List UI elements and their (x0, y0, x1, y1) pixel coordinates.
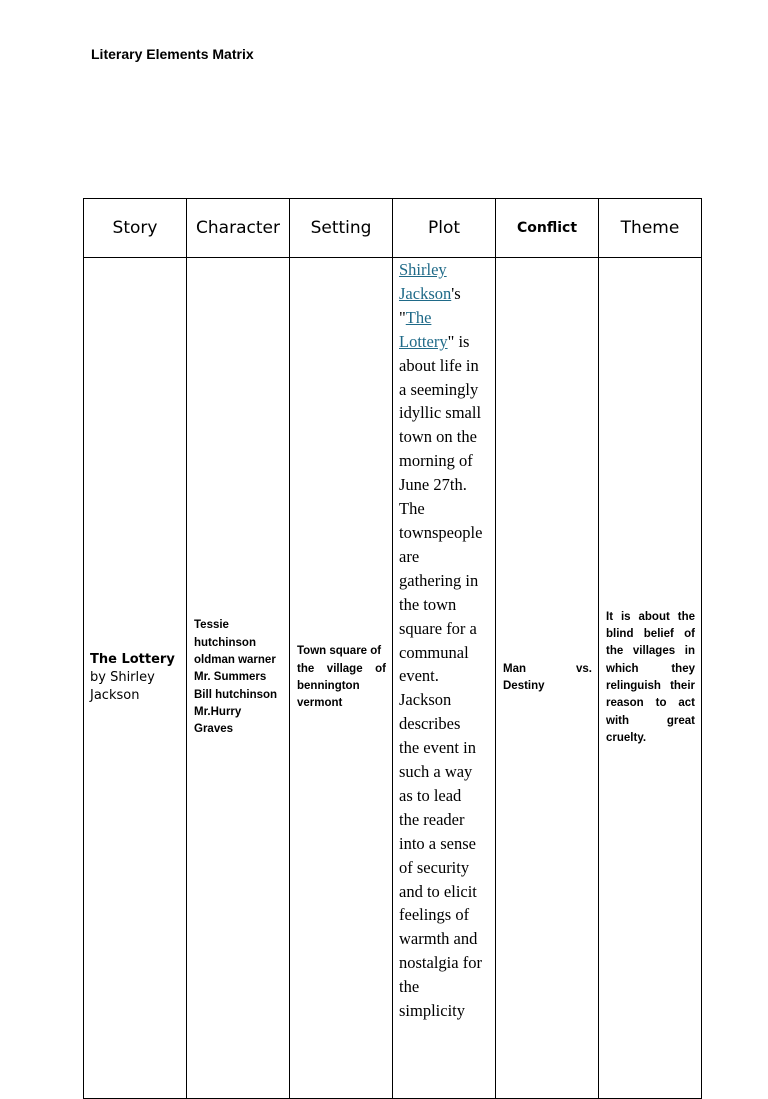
setting-line: bennington (297, 680, 360, 692)
plot-line: square for a (399, 618, 477, 638)
header-conflict: Conflict (496, 199, 599, 258)
plot-line: the reader (399, 809, 465, 829)
conflict-right: vs. (576, 662, 592, 675)
character-line: oldman warner (194, 654, 276, 667)
setting-line: the village of (297, 662, 386, 675)
character-line: Mr. Summers (194, 671, 267, 684)
setting-line: Town square of (297, 645, 382, 658)
conflict-cell (496, 258, 599, 1099)
plot-cell (393, 258, 496, 1099)
theme-cell (599, 258, 702, 1099)
plot-line: June 27th. (399, 475, 467, 495)
plot-line: event. (399, 666, 439, 686)
plot-line: such a way (399, 762, 473, 782)
theme-line: the villages in (606, 645, 695, 658)
header-setting: Setting (290, 199, 393, 258)
plot-line: idyllic small (399, 403, 482, 423)
character-line: hutchinson (194, 636, 256, 649)
character-cell (187, 258, 290, 1099)
plot-line: a seemingly (399, 379, 479, 399)
plot-line: warmth and (399, 929, 478, 949)
header-row (84, 199, 702, 258)
story-author-line: by Shirley (90, 670, 155, 685)
theme-line: relinguish their (606, 680, 695, 692)
theme-line: It is about the (606, 610, 695, 623)
story-title: The Lottery (90, 652, 175, 667)
plot-line: into a sense (399, 833, 476, 853)
theme-line: which they (606, 662, 695, 675)
shirley-jackson-link[interactable]: Jackson (399, 283, 452, 303)
plot-line: are (399, 546, 420, 566)
document-title: Literary Elements Matrix (91, 46, 254, 62)
conflict-line: Destiny (503, 680, 545, 692)
plot-line: and to elicit (399, 881, 477, 901)
plot-text: " is (447, 331, 470, 351)
conflict-left: Man (503, 662, 526, 675)
plot-line: nostalgia for (399, 953, 482, 973)
plot-line: feelings of (399, 905, 470, 925)
theme-line: with great (606, 714, 695, 727)
possessive-text: 's (451, 283, 461, 303)
story-cell (84, 258, 187, 1099)
plot-line: as to lead (399, 785, 462, 805)
header-theme: Theme (599, 199, 702, 258)
header-story: Story (84, 199, 187, 258)
table-row (84, 258, 702, 1099)
plot-line: about life in (399, 355, 479, 375)
header-plot: Plot (393, 199, 496, 258)
theme-line: reason to act (606, 697, 695, 710)
theme-line: blind belief of (606, 628, 695, 641)
the-lottery-link[interactable]: Lottery (399, 331, 448, 351)
plot-line: of security (399, 857, 470, 877)
conflict-line (503, 661, 592, 678)
setting-line: vermont (297, 697, 343, 710)
plot-line: simplicity (399, 1001, 465, 1021)
plot-line: the town (399, 594, 457, 614)
character-line: Mr.Hurry (194, 705, 242, 718)
the-lottery-link[interactable]: The (405, 307, 432, 327)
plot-line: communal (399, 642, 469, 662)
plot-line: town on the (399, 427, 477, 447)
plot-line: morning of (399, 451, 473, 471)
plot-line: gathering in (399, 570, 479, 590)
story-author-line: Jackson (90, 688, 140, 703)
shirley-jackson-link[interactable]: Shirley (399, 260, 447, 279)
plot-line: The (399, 499, 425, 519)
plot-line: Jackson (399, 690, 452, 710)
character-line: Graves (194, 723, 234, 736)
header-character: Character (187, 199, 290, 258)
theme-line: cruelty. (606, 731, 647, 744)
literary-elements-table (83, 198, 702, 1099)
open-quote: " (399, 307, 406, 327)
plot-line: describes (399, 714, 461, 734)
character-line: Bill hutchinson (194, 688, 278, 701)
plot-line: the (399, 977, 420, 997)
plot-line: townspeople (399, 522, 483, 542)
setting-cell (290, 258, 393, 1099)
plot-line: the event in (399, 738, 476, 758)
character-line: Tessie (194, 619, 229, 632)
